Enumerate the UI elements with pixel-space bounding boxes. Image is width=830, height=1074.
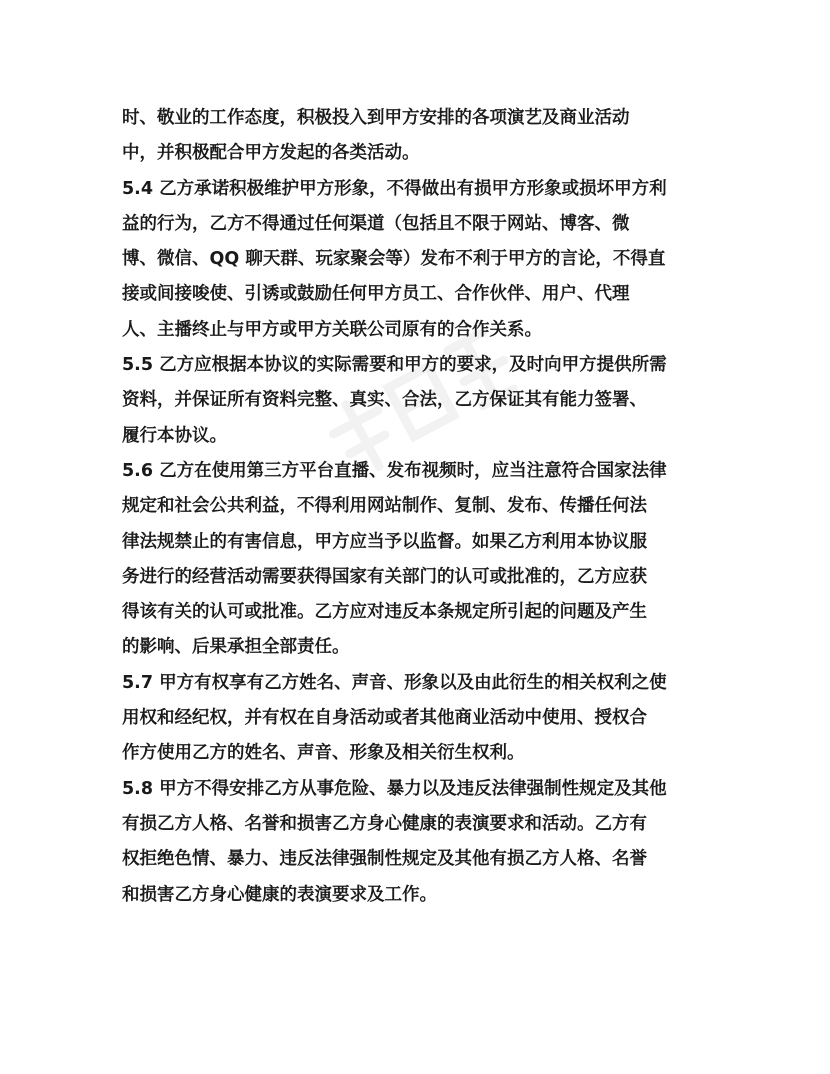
clause-5-6-start: 5.6 乙方在使用第三方平台直播、发布视频时，应当注意符合国家法律 <box>122 460 667 481</box>
text-line: 作方使用乙方的姓名、声音、形象及相关衍生权利。 <box>122 743 525 764</box>
text-line: 用权和经纪权，并有权在自身活动或者其他商业活动中使用、授权合 <box>122 708 647 729</box>
text-line: 得该有关的认可或批准。乙方应对违反本条规定所引起的问题及产生 <box>122 602 647 623</box>
text-line: 规定和社会公共利益，不得利用网站制作、复制、发布、传播任何法 <box>122 496 647 517</box>
text-line: 中，并积极配合甲方发起的各类活动。 <box>122 143 420 164</box>
text-line: 律法规禁止的有害信息，甲方应当予以监督。如果乙方利用本协议服 <box>122 531 647 552</box>
clause-5-5-start: 5.5 乙方应根据本协议的实际需要和甲方的要求，及时向甲方提供所需 <box>122 355 667 376</box>
text-line: 权拒绝色情、暴力、违反法律强制性规定及其他有损乙方人格、名誉 <box>122 849 647 870</box>
text-line: 人、主播终止与甲方或甲方关联公司原有的合作关系。 <box>122 319 542 340</box>
text-line: 接或间接唆使、引诱或鼓励任何甲方员工、合作伙伴、用户、代理 <box>122 284 630 305</box>
clause-5-4-start: 5.4 乙方承诺积极维护甲方形象，不得做出有损甲方形象或损坏甲方利 <box>122 178 667 199</box>
text-line: 有损乙方人格、名誉和损害乙方身心健康的表演要求和活动。乙方有 <box>122 813 647 834</box>
text-line: 资料，并保证所有资料完整、真实、合法，乙方保证其有能力签署、 <box>122 390 647 411</box>
clause-5-8-start: 5.8 甲方不得安排乙方从事危险、暴力以及违反法律强制性规定及其他 <box>122 778 667 799</box>
contract-text <box>122 101 722 913</box>
text-line: 博、微信、QQ 聊天群、玩家聚会等）发布不利于甲方的言论，不得直 <box>122 249 666 270</box>
text-line: 益的行为，乙方不得通过任何渠道（包括且不限于网站、博客、微 <box>122 213 630 234</box>
text-line: 的影响、后果承担全部责任。 <box>122 637 350 658</box>
text-line: 履行本协议。 <box>122 425 227 446</box>
text-line: 务进行的经营活动需要获得国家有关部门的认可或批准的，乙方应获 <box>122 566 647 587</box>
text-line: 和损害乙方身心健康的表演要求及工作。 <box>122 884 437 905</box>
text-line: 时、敬业的工作态度，积极投入到甲方安排的各项演艺及商业活动 <box>122 108 630 128</box>
clause-5-7-start: 5.7 甲方有权享有乙方姓名、声音、形象以及由此衍生的相关权利之使 <box>122 672 667 693</box>
